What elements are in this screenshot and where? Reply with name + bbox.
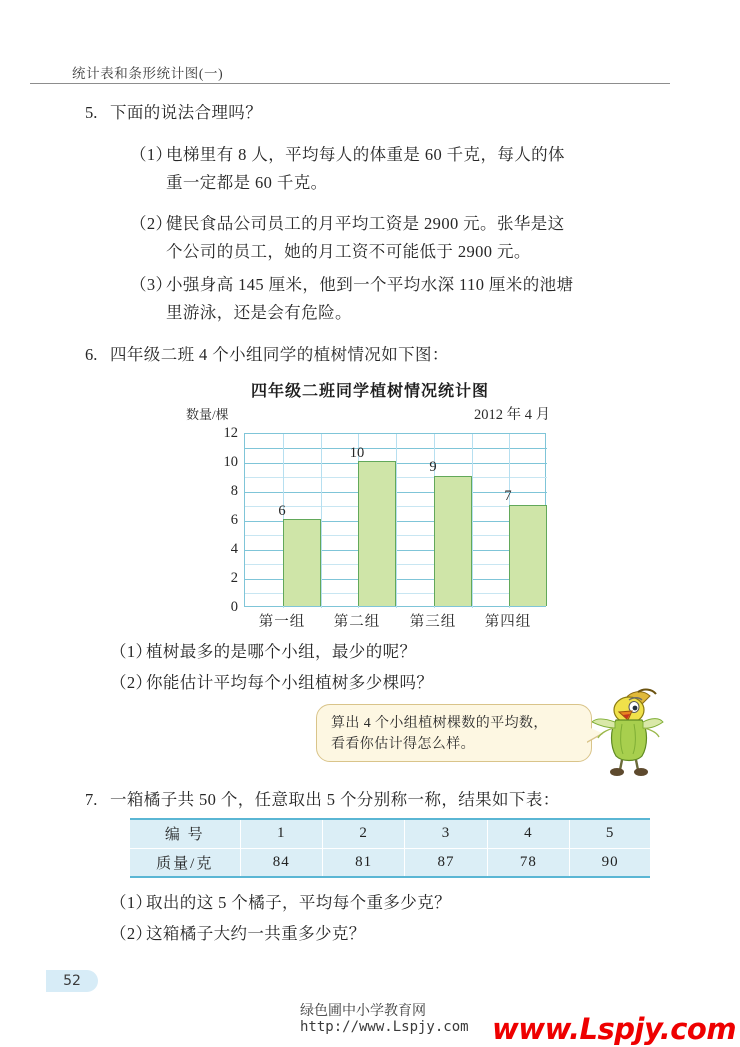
chart-category-label-4: 第四组 [484, 614, 532, 630]
chart-title: 四年级二班同学植树情况统计图 [250, 381, 489, 400]
exercise-6-question-2-text: 你能估计平均每个小组植树多少棵吗？ [146, 673, 434, 692]
exercise-6-question-1-marker: （1） [110, 642, 153, 661]
running-head-text: 统计表和条形统计图(一) [72, 66, 224, 81]
chart-ytick-0: 0 [230, 599, 238, 615]
chart-bar-value-4: 7 [504, 488, 512, 504]
exercise-6-question-1-text: 植树最多的是哪个小组，最少的呢？ [146, 642, 417, 661]
exercise-5-item-1-line-2: 重一定都是 60 千克。 [166, 173, 328, 192]
exercise-7-question-1-text: 取出的这 5 个橘子，平均每个重多少克？ [146, 893, 451, 912]
watermark-site-name: 绿色圃中小学教育网 [300, 1003, 426, 1019]
table-cell-number-1: 1 [240, 819, 322, 848]
exercise-7-prompt: 一箱橘子共 50 个，任意取出 5 个分别称一称，结果如下表： [110, 790, 560, 809]
exercise-5-item-1-line-1: 电梯里有 8 人，平均每人的体重是 60 千克，每人的体 [166, 145, 565, 164]
chart-bar-value-2: 10 [349, 445, 365, 461]
chart-ytick-2: 2 [230, 570, 238, 586]
page-number: 52 [63, 973, 81, 989]
table-cell-mass-5: 90 [601, 853, 619, 870]
exercise-5-item-1-marker: （1） [130, 145, 173, 164]
exercise-5-item-3-line-1: 小强身高 145 厘米，他到一个平均水深 110 厘米的池塘 [166, 275, 574, 294]
exercise-7-number: 7. [85, 790, 98, 809]
chart-ytick-4: 4 [230, 541, 238, 557]
table-cell-mass-3: 87 [405, 848, 487, 877]
chart-bar-value-1: 6 [278, 503, 286, 519]
exercise-7-question-2-marker: （2） [110, 924, 153, 943]
exercise-5-item-2-line-2: 个公司的员工，她的月工资不可能低于 2900 元。 [166, 242, 531, 261]
hint-bubble-line-1: 算出 4 个小组植树棵数的平均数， [331, 716, 548, 731]
table-cell-mass-2: 81 [322, 848, 404, 877]
chart-subtitle-date: 2012 年 4 月 [474, 407, 551, 423]
chart-ytick-10: 10 [223, 454, 238, 470]
running-head-rule [30, 83, 670, 84]
hint-bubble-line-2: 看看你估计得怎么样。 [331, 737, 475, 752]
table-cell-number-4: 4 [487, 819, 569, 848]
table-row-header-number: 编 号 [130, 819, 240, 848]
exercise-6-number: 6. [85, 345, 98, 364]
exercise-5-item-3-line-2: 里游泳，还是会有危险。 [166, 303, 352, 322]
chart-category-label-3: 第三组 [409, 614, 457, 630]
exercise-7-question-2-text: 这箱橘子大约一共重多少克？ [146, 924, 366, 943]
chart-bar-value-3: 9 [429, 459, 437, 475]
table-row-header-mass: 质量/克 [130, 848, 240, 877]
chart-gridline-v-2 [321, 434, 322, 608]
table-cell-number-2: 2 [322, 819, 404, 848]
chart-category-label-1: 第一组 [258, 614, 306, 630]
chart-bar-group-4 [509, 505, 547, 607]
exercise-7-question-1-marker: （1） [110, 893, 153, 912]
exercise-6-prompt: 四年级二班 4 个小组同学的植树情况如下图： [110, 345, 449, 364]
mascot-bird-character [592, 688, 664, 780]
chart-bar-group-3 [434, 476, 472, 607]
running-head [30, 62, 670, 86]
page-number-tab [46, 970, 98, 992]
table-cell-number-5: 5 [570, 819, 650, 848]
watermark-red-url: www.Lspjy.com [492, 1012, 737, 1046]
chart-bar-group-1 [283, 519, 321, 606]
table-cell-number-3: 3 [405, 819, 487, 848]
chart-gridline-v-4 [396, 434, 397, 608]
chart-y-axis-label: 数量/棵 [186, 407, 229, 422]
chart-bar-group-2 [358, 461, 396, 606]
exercise-5-item-2-line-1: 健民食品公司员工的月平均工资是 2900 元。张华是这 [166, 214, 565, 233]
exercise-5-prompt: 下面的说法合理吗？ [110, 103, 263, 122]
exercise-5-item-3-marker: （3） [130, 275, 173, 294]
chart-ytick-12: 12 [223, 425, 238, 441]
hint-speech-bubble [316, 704, 592, 762]
table-row [130, 848, 650, 877]
chart-ytick-8: 8 [230, 483, 238, 499]
exercise-5-number: 5. [85, 103, 98, 122]
chart-category-label-2: 第二组 [333, 614, 381, 630]
table-cell-mass-4: 78 [487, 848, 569, 877]
chart-gridline-v-6 [472, 434, 473, 608]
table-row [130, 819, 650, 848]
chart-ytick-6: 6 [230, 512, 238, 528]
table-cell-mass-1: 84 [240, 848, 322, 877]
watermark-url: http://www.Lspjy.com [300, 1019, 469, 1035]
chart-plot-area [244, 433, 546, 607]
exercise-5-item-2-marker: （2） [130, 214, 173, 233]
orange-weights-table [130, 818, 650, 878]
exercise-6-question-2-marker: （2） [110, 673, 153, 692]
